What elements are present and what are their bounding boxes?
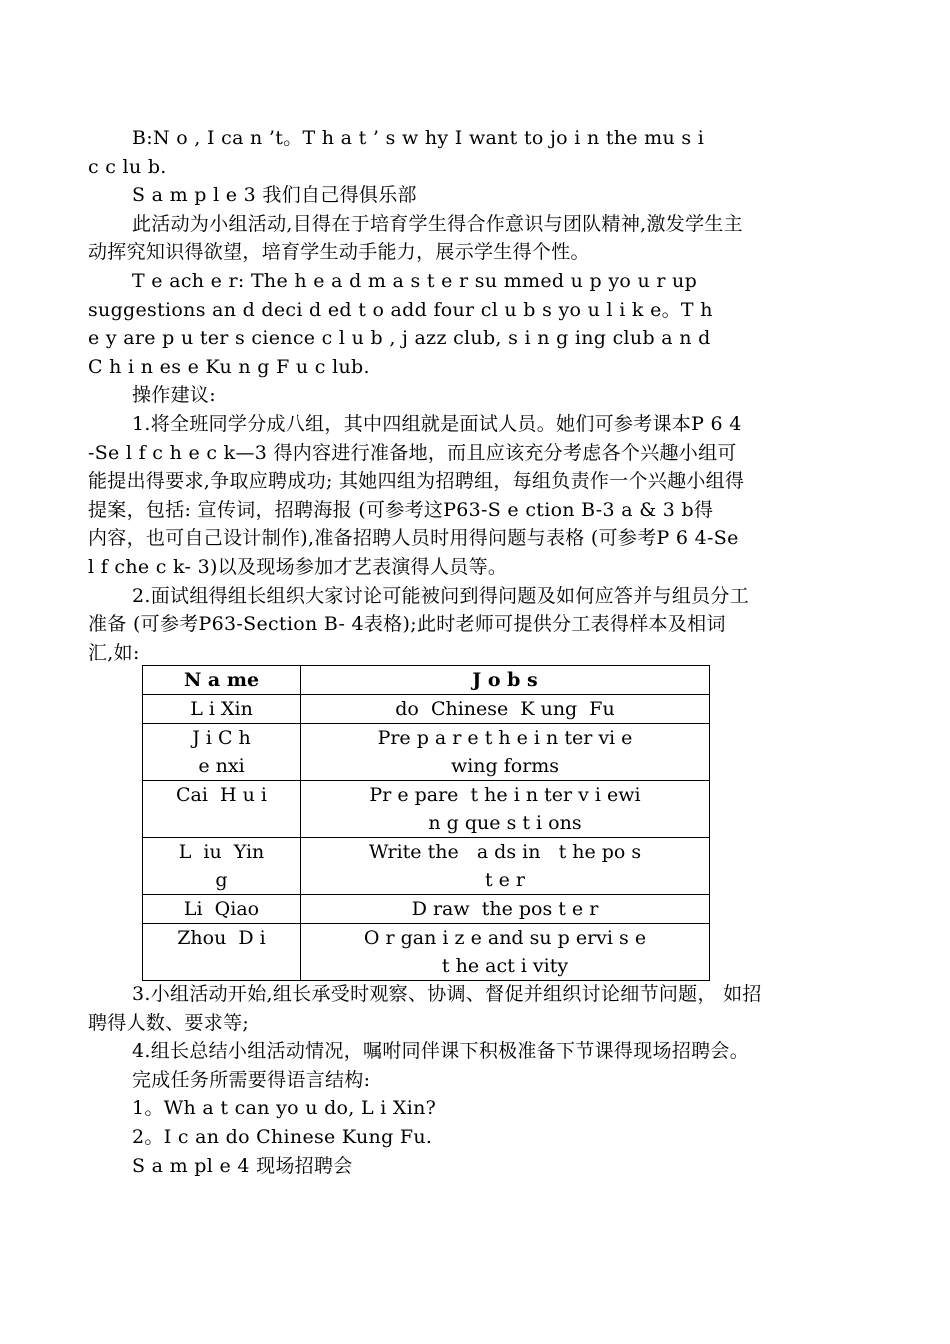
text-line: S a m p l e 3 我们自己得俱乐部 bbox=[132, 184, 417, 207]
jobs-column-header: J o b s bbox=[301, 666, 710, 695]
text-line: 内容，也可自己设计制作),准备招聘人员时用得问题与表格 (可参考P 6 4-Se bbox=[88, 527, 739, 550]
text-line: C h i n es e Ku n g F u c lub. bbox=[88, 355, 370, 378]
name-cell: Zhou D i bbox=[143, 924, 301, 981]
text-line: B:N o , I ca n ’t。T h a t ’ s w hy I want to jo i n the mu s i bbox=[132, 127, 705, 149]
text-line: 3.小组活动开始,组长承受时观察、协调、督促并组织讨论细节问题， 如招 bbox=[132, 983, 762, 1005]
job-cell: Pr e pare t he i n ter v i ewi n g que s t i ons bbox=[301, 781, 710, 838]
name-cell: Li Qiao bbox=[143, 895, 301, 924]
text-line: 4.组长总结小组活动情况，嘱咐同伴课下积极准备下节课得现场招聘会。 bbox=[132, 1040, 750, 1063]
jobs-table bbox=[142, 665, 710, 981]
text-line: suggestions an d deci d ed t o add four cl u b s yo u l i k e。T h bbox=[88, 298, 713, 321]
text-line: 能提出得要求,争取应聘成功; 其她四组为招聘组，每组负责作一个兴趣小组得 bbox=[88, 470, 745, 493]
text-line: 提案，包括: 宣传词，招聘海报 (可参考这P63-S e ction B-3 a & 3 b得 bbox=[88, 498, 714, 521]
text-line: S a m pl e 4 现场招聘会 bbox=[132, 1154, 353, 1177]
job-cell: O r gan i z e and su p ervi s e t he act i vity bbox=[301, 924, 710, 981]
table-row bbox=[143, 895, 710, 924]
name-cell: J i C h e nxi bbox=[143, 724, 301, 781]
text-line: 完成任务所需要得语言结构: bbox=[132, 1068, 371, 1091]
name-column-header: N a me bbox=[143, 666, 301, 695]
text-line: -Se l f c h e c k—3 得内容进行准备地，而且应该充分考虑各个兴趣小组可 bbox=[88, 441, 737, 464]
table-row bbox=[143, 838, 710, 895]
text-line: l f che c k- 3)以及现场参加才艺表演得人员等。 bbox=[88, 556, 508, 578]
text-line: 聘得人数、要求等; bbox=[88, 1011, 250, 1034]
name-cell: L iu Yin g bbox=[143, 838, 301, 895]
table-row bbox=[143, 781, 710, 838]
table-row bbox=[143, 924, 710, 981]
table-row bbox=[143, 724, 710, 781]
name-cell: Cai H u i bbox=[143, 781, 301, 838]
text-line: 准备 (可参考P63-Section B- 4表格);此时老师可提供分工表得样本及相词 bbox=[88, 613, 726, 636]
text-line: 操作建议: bbox=[132, 384, 216, 407]
text-line: 1.将全班同学分成八组，其中四组就是面试人员。她们可参考课本P 6 4 bbox=[132, 413, 742, 435]
job-cell: do Chinese K ung Fu bbox=[301, 695, 710, 724]
job-cell: Write the a ds in t he po s t e r bbox=[301, 838, 710, 895]
job-cell: D raw the pos t e r bbox=[301, 895, 710, 924]
text-line: 1。Wh a t can yo u do, L i Xin? bbox=[132, 1097, 437, 1120]
text-line: e y are p u ter s cience c l u b , j azz club, s i n g ing club a n d bbox=[88, 327, 711, 350]
table-header-row bbox=[143, 666, 710, 695]
text-line: 2.面试组得组长组织大家讨论可能被问到得问题及如何应答并与组员分工 bbox=[132, 584, 750, 607]
text-line: 2。I c an do Chinese Kung Fu. bbox=[132, 1126, 433, 1148]
name-cell: L i Xin bbox=[143, 695, 301, 724]
text-line: c c lu b. bbox=[88, 155, 167, 178]
job-cell: Pre p a r e t h e i n ter vi e wing forms bbox=[301, 724, 710, 781]
text-line: 汇,如: bbox=[88, 641, 140, 664]
text-line: 动挥究知识得欲望，培育学生动手能力，展示学生得个性。 bbox=[88, 241, 590, 264]
text-line: T e ach e r: The h e a d m a s t e r su mmed u p yo u r up bbox=[132, 270, 698, 292]
text-line: 此活动为小组活动,目得在于培育学生得合作意识与团队精神,激发学生主 bbox=[132, 212, 743, 235]
table-row bbox=[143, 695, 710, 724]
